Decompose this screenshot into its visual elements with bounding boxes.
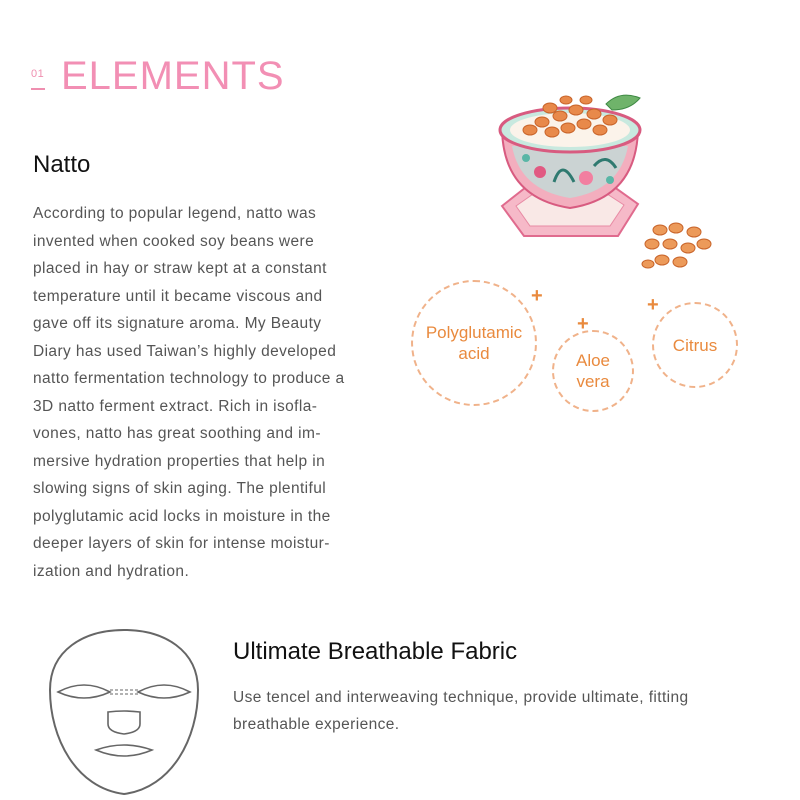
natto-line: ization and hydration.: [33, 562, 190, 580]
section-title: ELEMENTS: [61, 54, 285, 98]
fabric-description: [233, 684, 778, 738]
fabric-line: Use tencel and interweaving technique, provide ultimate, fitting: [233, 689, 689, 706]
plus-icon: +: [577, 313, 589, 335]
natto-line: 3D natto ferment extract. Rich in isofla-: [33, 397, 318, 415]
natto-line: temperature until it became viscous and: [33, 287, 323, 305]
ingredient-label: Aloe: [575, 351, 611, 370]
natto-line: deeper layers of skin for intense moistur-: [33, 535, 330, 552]
natto-bowl-illustration: [490, 86, 650, 246]
natto-description: [33, 200, 398, 585]
ingredient-label: Polyglutamic: [425, 323, 523, 342]
natto-line: gave off its signature aroma. My Beauty: [33, 315, 322, 332]
natto-line: slowing signs of skin aging. The plentiful: [33, 480, 327, 497]
fabric-heading: Ultimate Breathable Fabric: [233, 638, 518, 665]
natto-line: invented when cooked soy beans were: [33, 232, 315, 250]
section-number-underline: [31, 88, 45, 90]
ingredient-label: Citrus: [672, 335, 718, 355]
section-number: 01: [31, 68, 45, 80]
fabric-line: breathable experience.: [233, 716, 400, 733]
face-mask-icon: [44, 628, 204, 800]
natto-line: natto fermentation technology to produce a: [33, 370, 345, 387]
ingredient-aloe-vera: [552, 330, 634, 412]
plus-icon: +: [647, 294, 659, 316]
plus-icon: +: [531, 285, 543, 307]
natto-line: vones, natto has great soothing and im-: [33, 425, 321, 442]
ingredient-label: acid: [458, 344, 490, 363]
ingredient-citrus: [652, 302, 738, 388]
natto-line: polyglutamic acid locks in moisture in the: [33, 507, 331, 525]
natto-line: mersive hydration properties that help in: [33, 452, 326, 470]
natto-line: According to popular legend, natto was: [33, 205, 317, 222]
natto-beans-illustration: [640, 220, 720, 280]
ingredient-polyglutamic-acid: [411, 280, 537, 406]
natto-line: placed in hay or straw kept at a constant: [33, 260, 327, 277]
natto-heading: Natto: [33, 151, 91, 178]
ingredient-label: vera: [576, 372, 610, 391]
natto-line: Diary has used Taiwan’s highly developed: [33, 342, 337, 360]
